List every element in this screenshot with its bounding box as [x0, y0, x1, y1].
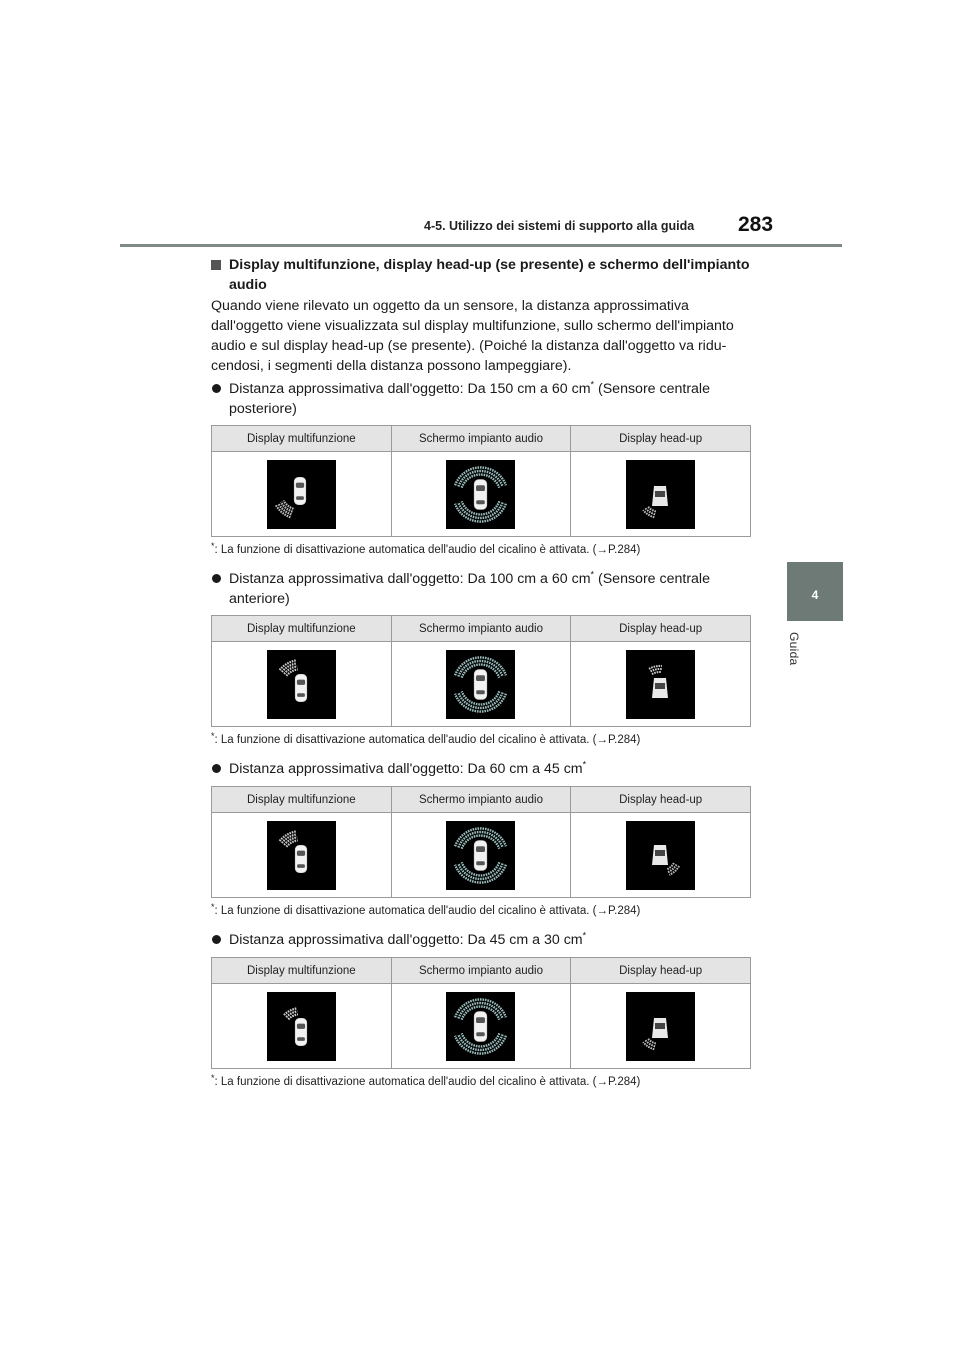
distance-bullet [211, 379, 751, 419]
car-sensor-audio-screen-icon [446, 992, 515, 1061]
display-table [211, 786, 751, 898]
car-sensor-display-icon [267, 821, 336, 890]
distance-text: Distanza approssimativa dall'oggetto: Da 150 cm a 60 cm [229, 381, 591, 397]
display-table [211, 957, 751, 1069]
car-sensor-display-icon [267, 650, 336, 719]
col-multifunction: Display multifunzione [212, 426, 392, 452]
cell-hud [571, 813, 751, 898]
bullet-icon [212, 764, 221, 773]
cell-hud [571, 984, 751, 1069]
display-table [211, 425, 751, 537]
asterisk: * [590, 569, 595, 580]
page-number: 283 [738, 213, 774, 236]
distance-bullet [211, 930, 751, 950]
chapter-number: 4 [811, 588, 819, 602]
col-multifunction: Display multifunzione [212, 616, 392, 642]
asterisk: * [582, 930, 587, 941]
header-section-title: 4-5. Utilizzo dei sistemi di supporto alla guida [424, 219, 695, 233]
display-table [211, 615, 751, 727]
cell-hud [571, 642, 751, 727]
footnote: *: La funzione di disattivazione automatica dell'audio del cicalino è attivata. (→P.284) [211, 902, 641, 917]
section-heading [211, 255, 751, 295]
col-multifunction: Display multifunzione [212, 958, 392, 984]
col-hud: Display head-up [571, 787, 751, 813]
chapter-label: Guida [787, 632, 801, 666]
asterisk: * [590, 379, 595, 390]
cell-audio [391, 813, 571, 898]
car-sensor-hud-icon [626, 650, 695, 719]
cell-multifunction [212, 813, 392, 898]
footnote: *: La funzione di disattivazione automatica dell'audio del cicalino è attivata. (→P.284) [211, 1073, 641, 1088]
distance-bullet [211, 569, 751, 609]
car-sensor-hud-icon [626, 460, 695, 529]
car-sensor-audio-screen-icon [446, 460, 515, 529]
cell-multifunction [212, 642, 392, 727]
footnote: *: La funzione di disattivazione automatica dell'audio del cicalino è attivata. (→P.284) [211, 731, 641, 746]
section-heading-text: Display multifunzione, display head-up (se presente) e schermo dell'impianto audio [229, 257, 750, 293]
cell-hud [571, 452, 751, 537]
footnote: *: La funzione di disattivazione automatica dell'audio del cicalino è attivata. (→P.284) [211, 541, 641, 556]
distance-text: Distanza approssimativa dall'oggetto: Da 45 cm a 30 cm [229, 932, 583, 948]
col-hud: Display head-up [571, 958, 751, 984]
distance-text: Distanza approssimativa dall'oggetto: Da 100 cm a 60 cm [229, 571, 591, 587]
car-sensor-audio-screen-icon [446, 650, 515, 719]
cell-multifunction [212, 984, 392, 1069]
intro-paragraph: Quando viene rilevato un oggetto da un sensore, la distanza approssimativa dall'oggetto viene visualizzata sul display multifunzione, sullo schermo dell'impianto audio e sul display head-up (se presente). (Poiché la distanza dall'oggetto va ridu-cendosi, i segmenti della distanza possono lampeggiare). [211, 298, 734, 374]
asterisk: * [582, 759, 587, 770]
square-icon [211, 260, 221, 270]
col-audio: Schermo impianto audio [391, 616, 571, 642]
car-sensor-display-icon [267, 992, 336, 1061]
distance-text: Distanza approssimativa dall'oggetto: Da 60 cm a 45 cm [229, 761, 583, 777]
car-sensor-hud-icon [626, 992, 695, 1061]
cell-audio [391, 452, 571, 537]
cell-audio [391, 642, 571, 727]
col-multifunction: Display multifunzione [212, 787, 392, 813]
distance-bullet [211, 759, 751, 779]
bullet-icon [212, 935, 221, 944]
cell-audio [391, 984, 571, 1069]
col-hud: Display head-up [571, 616, 751, 642]
car-sensor-display-icon [267, 460, 336, 529]
sensor-text: (Sensore centrale anteriore) [229, 571, 710, 607]
col-hud: Display head-up [571, 426, 751, 452]
sensor-text: (Sensore centrale posteriore) [229, 381, 710, 417]
col-audio: Schermo impianto audio [391, 787, 571, 813]
car-sensor-hud-icon [626, 821, 695, 890]
col-audio: Schermo impianto audio [391, 426, 571, 452]
chapter-tab[interactable] [787, 562, 843, 621]
car-sensor-audio-screen-icon [446, 821, 515, 890]
cell-multifunction [212, 452, 392, 537]
bullet-icon [212, 574, 221, 583]
header-divider [120, 244, 842, 247]
col-audio: Schermo impianto audio [391, 958, 571, 984]
bullet-icon [212, 384, 221, 393]
